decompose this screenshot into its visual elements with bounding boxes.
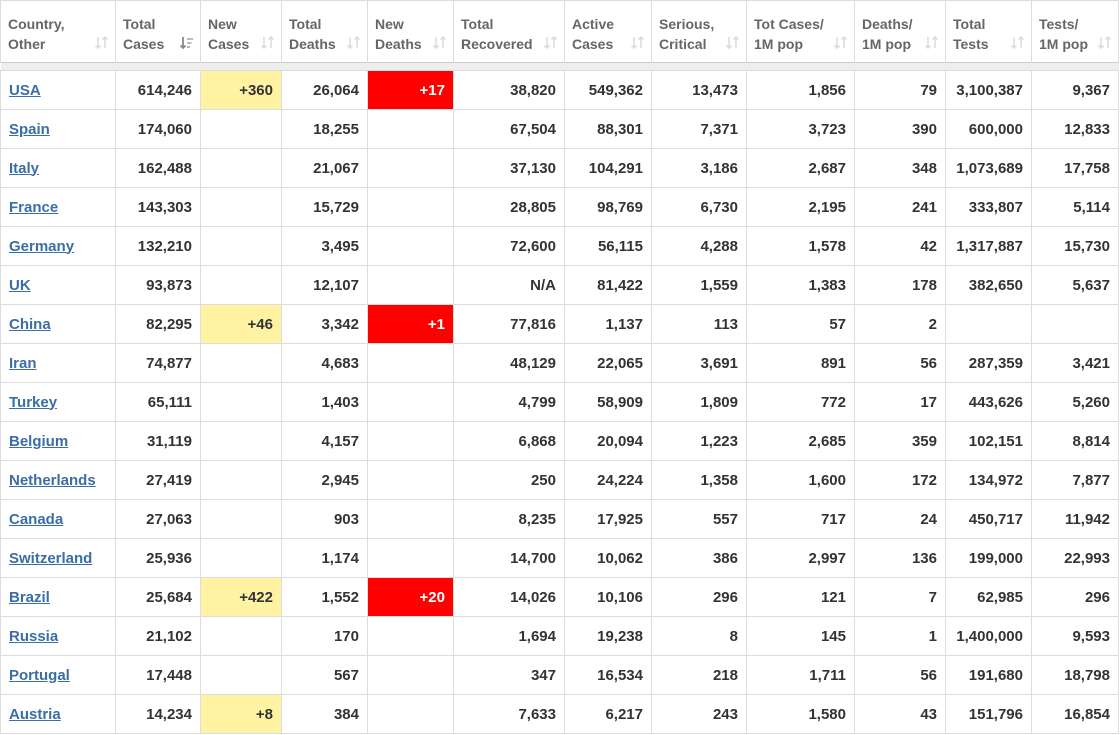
country-link[interactable]: Portugal [9, 666, 70, 684]
column-header-country[interactable] [1, 1, 116, 63]
cell-tests-per-1m: 7,877 [1032, 461, 1119, 500]
column-header-label-line2: 1M pop [1039, 36, 1088, 52]
cell-serious-critical: 386 [652, 539, 747, 578]
cell-deaths-per-1m: 56 [855, 656, 946, 695]
country-link[interactable]: Russia [9, 627, 59, 645]
table-row [1, 71, 1119, 110]
cell-active-cases: 24,224 [565, 461, 652, 500]
cell-total-cases: 14,234 [116, 695, 201, 734]
cell-total-recovered: 48,129 [454, 344, 565, 383]
cell-tests-per-1m: 11,942 [1032, 500, 1119, 539]
cell-cases-per-1m: 717 [747, 500, 855, 539]
cell-active-cases: 16,534 [565, 656, 652, 695]
cell-total-deaths: 1,174 [282, 539, 368, 578]
table-row [1, 500, 1119, 539]
country-link[interactable]: Switzerland [9, 549, 93, 567]
cell-total-deaths: 3,342 [282, 305, 368, 344]
cell-total-recovered: 8,235 [454, 500, 565, 539]
column-header-serious-critical[interactable] [652, 1, 747, 63]
cell-total-recovered: 38,820 [454, 71, 565, 110]
column-header-label-line1: Total [289, 16, 322, 32]
cell-new-cases [201, 500, 282, 539]
cell-total-recovered: N/A [454, 266, 565, 305]
column-header-label-line2: Deaths [289, 36, 336, 52]
cell-country [1, 110, 116, 149]
cell-country [1, 266, 116, 305]
country-link[interactable]: Brazil [9, 588, 50, 606]
cell-active-cases: 10,106 [565, 578, 652, 617]
cell-total-tests: 102,151 [946, 422, 1032, 461]
table-row [1, 188, 1119, 227]
cell-cases-per-1m: 2,687 [747, 149, 855, 188]
cell-new-cases: +46 [201, 305, 282, 344]
cell-country [1, 461, 116, 500]
cell-deaths-per-1m: 359 [855, 422, 946, 461]
column-header-total-cases[interactable] [116, 1, 201, 63]
cell-total-recovered: 4,799 [454, 383, 565, 422]
cell-total-deaths: 15,729 [282, 188, 368, 227]
column-header-total-deaths[interactable] [282, 1, 368, 63]
cell-active-cases: 81,422 [565, 266, 652, 305]
cell-cases-per-1m: 772 [747, 383, 855, 422]
header-divider [1, 63, 1119, 71]
cell-serious-critical: 6,730 [652, 188, 747, 227]
cell-total-recovered: 28,805 [454, 188, 565, 227]
cell-cases-per-1m: 1,711 [747, 656, 855, 695]
country-link[interactable]: USA [9, 81, 41, 99]
table-row [1, 149, 1119, 188]
cell-active-cases: 88,301 [565, 110, 652, 149]
cell-total-cases: 21,102 [116, 617, 201, 656]
cell-new-deaths [368, 422, 454, 461]
cell-new-cases [201, 383, 282, 422]
cell-total-cases: 27,063 [116, 500, 201, 539]
cell-cases-per-1m: 145 [747, 617, 855, 656]
cell-total-cases: 25,936 [116, 539, 201, 578]
column-header-label-line1: Deaths/ [862, 16, 913, 32]
column-header-label-line1: Total [461, 16, 494, 32]
cell-new-cases [201, 461, 282, 500]
cell-new-deaths [368, 500, 454, 539]
country-link[interactable]: Canada [9, 510, 64, 528]
cell-total-tests: 151,796 [946, 695, 1032, 734]
sort-descending-active-icon[interactable] [179, 35, 194, 50]
cell-new-deaths [368, 344, 454, 383]
cell-country [1, 578, 116, 617]
cell-active-cases: 58,909 [565, 383, 652, 422]
column-header-label-line1: Country, [8, 16, 65, 32]
cell-total-tests: 199,000 [946, 539, 1032, 578]
cell-total-recovered: 14,700 [454, 539, 565, 578]
column-header-total-tests[interactable] [946, 1, 1032, 63]
cell-deaths-per-1m: 241 [855, 188, 946, 227]
cell-tests-per-1m: 5,260 [1032, 383, 1119, 422]
cell-cases-per-1m: 57 [747, 305, 855, 344]
cell-active-cases: 104,291 [565, 149, 652, 188]
cell-serious-critical: 1,358 [652, 461, 747, 500]
column-header-label-line1: Total [953, 16, 986, 32]
column-header-new-cases[interactable] [201, 1, 282, 63]
cell-serious-critical: 1,223 [652, 422, 747, 461]
cell-total-cases: 614,246 [116, 71, 201, 110]
cell-active-cases: 1,137 [565, 305, 652, 344]
column-header-label-line1: Tot Cases/ [754, 16, 824, 32]
cell-new-deaths: +1 [368, 305, 454, 344]
cell-active-cases: 17,925 [565, 500, 652, 539]
cell-total-deaths: 4,157 [282, 422, 368, 461]
sort-unsorted-icon[interactable] [94, 35, 109, 50]
cell-deaths-per-1m: 42 [855, 227, 946, 266]
cell-total-deaths: 18,255 [282, 110, 368, 149]
cell-deaths-per-1m: 348 [855, 149, 946, 188]
cell-deaths-per-1m: 178 [855, 266, 946, 305]
table-row [1, 578, 1119, 617]
cell-total-cases: 25,684 [116, 578, 201, 617]
table-row [1, 383, 1119, 422]
cell-cases-per-1m: 2,997 [747, 539, 855, 578]
country-link[interactable]: UK [9, 276, 31, 294]
cell-cases-per-1m: 891 [747, 344, 855, 383]
cell-cases-per-1m: 2,685 [747, 422, 855, 461]
cell-new-deaths [368, 383, 454, 422]
cell-deaths-per-1m: 7 [855, 578, 946, 617]
cell-cases-per-1m: 1,856 [747, 71, 855, 110]
cell-cases-per-1m: 121 [747, 578, 855, 617]
cell-total-recovered: 72,600 [454, 227, 565, 266]
table-row [1, 695, 1119, 734]
cell-total-deaths: 567 [282, 656, 368, 695]
cell-tests-per-1m: 15,730 [1032, 227, 1119, 266]
cell-total-deaths: 4,683 [282, 344, 368, 383]
sort-unsorted-icon[interactable] [725, 35, 740, 50]
cell-tests-per-1m: 18,798 [1032, 656, 1119, 695]
sort-unsorted-icon[interactable] [432, 35, 447, 50]
cell-new-deaths [368, 539, 454, 578]
cell-tests-per-1m: 8,814 [1032, 422, 1119, 461]
cell-deaths-per-1m: 390 [855, 110, 946, 149]
cell-cases-per-1m: 1,578 [747, 227, 855, 266]
cell-serious-critical: 7,371 [652, 110, 747, 149]
cell-deaths-per-1m: 56 [855, 344, 946, 383]
column-header-label-line2: Cases [123, 36, 165, 52]
table-row [1, 344, 1119, 383]
cell-serious-critical: 557 [652, 500, 747, 539]
cell-serious-critical: 1,559 [652, 266, 747, 305]
table-row [1, 422, 1119, 461]
cell-active-cases: 20,094 [565, 422, 652, 461]
cell-total-cases: 31,119 [116, 422, 201, 461]
column-header-label-line1: Active [572, 16, 615, 32]
cell-country [1, 656, 116, 695]
country-link[interactable]: Netherlands [9, 471, 96, 489]
cell-total-recovered: 250 [454, 461, 565, 500]
cell-serious-critical: 13,473 [652, 71, 747, 110]
cell-total-deaths: 170 [282, 617, 368, 656]
cell-active-cases: 98,769 [565, 188, 652, 227]
cell-serious-critical: 3,691 [652, 344, 747, 383]
cell-new-deaths: +20 [368, 578, 454, 617]
table-row [1, 227, 1119, 266]
cell-deaths-per-1m: 1 [855, 617, 946, 656]
cell-total-deaths: 3,495 [282, 227, 368, 266]
sort-unsorted-icon[interactable] [346, 35, 361, 50]
column-header-label-line2: Deaths [375, 36, 422, 52]
cell-total-deaths: 12,107 [282, 266, 368, 305]
cell-total-recovered: 14,026 [454, 578, 565, 617]
cell-new-cases: +8 [201, 695, 282, 734]
cell-total-deaths: 1,403 [282, 383, 368, 422]
cell-total-tests: 3,100,387 [946, 71, 1032, 110]
cell-active-cases: 56,115 [565, 227, 652, 266]
cell-total-cases: 74,877 [116, 344, 201, 383]
cell-total-tests: 450,717 [946, 500, 1032, 539]
column-header-label-line1: Serious, [659, 16, 715, 32]
cell-cases-per-1m: 3,723 [747, 110, 855, 149]
country-link[interactable]: Germany [9, 237, 75, 255]
column-header-label-line1: Total [123, 16, 156, 32]
cell-new-cases [201, 149, 282, 188]
country-link[interactable]: Austria [9, 705, 61, 723]
column-header-tests-per-1m[interactable] [1032, 1, 1119, 63]
cell-new-cases: +422 [201, 578, 282, 617]
cell-country [1, 539, 116, 578]
sort-unsorted-icon[interactable] [924, 35, 939, 50]
country-link[interactable]: Belgium [9, 432, 69, 450]
sort-unsorted-icon[interactable] [260, 35, 275, 50]
cell-total-tests: 443,626 [946, 383, 1032, 422]
cell-total-tests: 134,972 [946, 461, 1032, 500]
cell-total-deaths: 2,945 [282, 461, 368, 500]
cell-cases-per-1m: 1,580 [747, 695, 855, 734]
cell-total-recovered: 347 [454, 656, 565, 695]
cell-new-cases [201, 422, 282, 461]
cell-new-deaths [368, 461, 454, 500]
cell-tests-per-1m: 9,593 [1032, 617, 1119, 656]
column-header-cases-per-1m[interactable] [747, 1, 855, 63]
cell-serious-critical: 4,288 [652, 227, 747, 266]
header-row [1, 1, 1119, 63]
cell-deaths-per-1m: 43 [855, 695, 946, 734]
cell-serious-critical: 218 [652, 656, 747, 695]
cell-deaths-per-1m: 2 [855, 305, 946, 344]
country-link[interactable]: Iran [9, 354, 37, 372]
column-header-label-line2: Recovered [461, 36, 533, 52]
cell-serious-critical: 243 [652, 695, 747, 734]
cell-country [1, 305, 116, 344]
cell-country [1, 695, 116, 734]
column-header-label-line2: 1M pop [754, 36, 803, 52]
cell-country [1, 149, 116, 188]
column-header-new-deaths[interactable] [368, 1, 454, 63]
cell-active-cases: 549,362 [565, 71, 652, 110]
cell-new-cases [201, 188, 282, 227]
cell-deaths-per-1m: 172 [855, 461, 946, 500]
column-header-total-recovered[interactable] [454, 1, 565, 63]
cell-new-cases [201, 539, 282, 578]
table-row [1, 617, 1119, 656]
table-row [1, 266, 1119, 305]
cell-new-cases [201, 344, 282, 383]
cell-total-cases: 93,873 [116, 266, 201, 305]
cell-country [1, 383, 116, 422]
cell-total-recovered: 67,504 [454, 110, 565, 149]
column-header-label-line2: Tests [953, 36, 989, 52]
cell-new-deaths [368, 227, 454, 266]
cell-country [1, 227, 116, 266]
cell-new-deaths [368, 266, 454, 305]
cell-active-cases: 10,062 [565, 539, 652, 578]
cell-new-deaths: +17 [368, 71, 454, 110]
cell-total-tests: 600,000 [946, 110, 1032, 149]
cell-serious-critical: 296 [652, 578, 747, 617]
cell-deaths-per-1m: 79 [855, 71, 946, 110]
cell-country [1, 617, 116, 656]
column-header-label-line2: Cases [208, 36, 250, 52]
cell-total-cases: 65,111 [116, 383, 201, 422]
table-row [1, 110, 1119, 149]
column-header-deaths-per-1m[interactable] [855, 1, 946, 63]
cell-tests-per-1m: 12,833 [1032, 110, 1119, 149]
sort-unsorted-icon[interactable] [1010, 35, 1025, 50]
cell-total-tests: 1,400,000 [946, 617, 1032, 656]
cell-total-recovered: 6,868 [454, 422, 565, 461]
cell-tests-per-1m: 5,114 [1032, 188, 1119, 227]
cell-active-cases: 6,217 [565, 695, 652, 734]
cell-total-deaths: 384 [282, 695, 368, 734]
cell-total-tests: 1,317,887 [946, 227, 1032, 266]
cell-total-cases: 143,303 [116, 188, 201, 227]
cell-total-cases: 174,060 [116, 110, 201, 149]
cell-new-deaths [368, 656, 454, 695]
column-header-active-cases[interactable] [565, 1, 652, 63]
cell-tests-per-1m: 3,421 [1032, 344, 1119, 383]
cell-total-tests: 333,807 [946, 188, 1032, 227]
cell-total-recovered: 77,816 [454, 305, 565, 344]
cell-total-cases: 162,488 [116, 149, 201, 188]
column-header-label-line2: Other [8, 36, 46, 52]
country-link[interactable]: Turkey [9, 393, 58, 411]
sort-unsorted-icon[interactable] [1097, 35, 1112, 50]
table-body [1, 63, 1119, 734]
country-link[interactable]: France [9, 198, 59, 216]
cell-new-cases [201, 266, 282, 305]
cell-new-cases [201, 617, 282, 656]
cell-serious-critical: 113 [652, 305, 747, 344]
column-header-label-line1: Tests/ [1039, 16, 1079, 32]
cell-total-cases: 17,448 [116, 656, 201, 695]
header-divider-cell [1, 63, 1119, 71]
cell-total-tests: 62,985 [946, 578, 1032, 617]
cell-total-deaths: 26,064 [282, 71, 368, 110]
table-row [1, 656, 1119, 695]
sort-unsorted-icon[interactable] [833, 35, 848, 50]
cell-new-cases: +360 [201, 71, 282, 110]
cell-total-recovered: 1,694 [454, 617, 565, 656]
sort-unsorted-icon[interactable] [543, 35, 558, 50]
table-row [1, 305, 1119, 344]
country-link[interactable]: China [9, 315, 51, 333]
cell-total-recovered: 7,633 [454, 695, 565, 734]
sort-unsorted-icon[interactable] [630, 35, 645, 50]
cell-total-recovered: 37,130 [454, 149, 565, 188]
cell-deaths-per-1m: 24 [855, 500, 946, 539]
cell-total-cases: 82,295 [116, 305, 201, 344]
cell-serious-critical: 8 [652, 617, 747, 656]
cell-total-tests: 1,073,689 [946, 149, 1032, 188]
cell-new-cases [201, 656, 282, 695]
cell-total-tests: 382,650 [946, 266, 1032, 305]
cell-cases-per-1m: 2,195 [747, 188, 855, 227]
cell-country [1, 344, 116, 383]
cell-serious-critical: 3,186 [652, 149, 747, 188]
column-header-label-line2: Cases [572, 36, 614, 52]
cell-tests-per-1m: 5,637 [1032, 266, 1119, 305]
cell-new-cases [201, 227, 282, 266]
cell-country [1, 500, 116, 539]
column-header-label-line1: New [208, 16, 237, 32]
cell-active-cases: 19,238 [565, 617, 652, 656]
table-row [1, 539, 1119, 578]
cell-deaths-per-1m: 17 [855, 383, 946, 422]
cell-new-cases [201, 110, 282, 149]
table-row [1, 461, 1119, 500]
cell-tests-per-1m: 9,367 [1032, 71, 1119, 110]
column-header-label-line1: New [375, 16, 404, 32]
cell-total-deaths: 21,067 [282, 149, 368, 188]
cell-new-deaths [368, 149, 454, 188]
cell-new-deaths [368, 695, 454, 734]
cell-total-cases: 132,210 [116, 227, 201, 266]
cell-new-deaths [368, 617, 454, 656]
cell-total-cases: 27,419 [116, 461, 201, 500]
cell-cases-per-1m: 1,600 [747, 461, 855, 500]
column-header-label-line2: 1M pop [862, 36, 911, 52]
cell-tests-per-1m: 16,854 [1032, 695, 1119, 734]
cell-tests-per-1m: 296 [1032, 578, 1119, 617]
cell-total-tests: 191,680 [946, 656, 1032, 695]
cell-total-deaths: 1,552 [282, 578, 368, 617]
table-header [1, 1, 1119, 63]
cell-serious-critical: 1,809 [652, 383, 747, 422]
cell-country [1, 422, 116, 461]
cell-deaths-per-1m: 136 [855, 539, 946, 578]
cell-tests-per-1m: 17,758 [1032, 149, 1119, 188]
column-header-label-line2: Critical [659, 36, 707, 52]
country-link[interactable]: Italy [9, 159, 40, 177]
cell-tests-per-1m [1032, 305, 1119, 344]
country-link[interactable]: Spain [9, 120, 50, 138]
cell-total-deaths: 903 [282, 500, 368, 539]
cell-new-deaths [368, 188, 454, 227]
cell-tests-per-1m: 22,993 [1032, 539, 1119, 578]
cell-country [1, 188, 116, 227]
cell-total-tests: 287,359 [946, 344, 1032, 383]
cell-cases-per-1m: 1,383 [747, 266, 855, 305]
cell-total-tests [946, 305, 1032, 344]
cell-active-cases: 22,065 [565, 344, 652, 383]
cell-new-deaths [368, 110, 454, 149]
cell-country [1, 71, 116, 110]
